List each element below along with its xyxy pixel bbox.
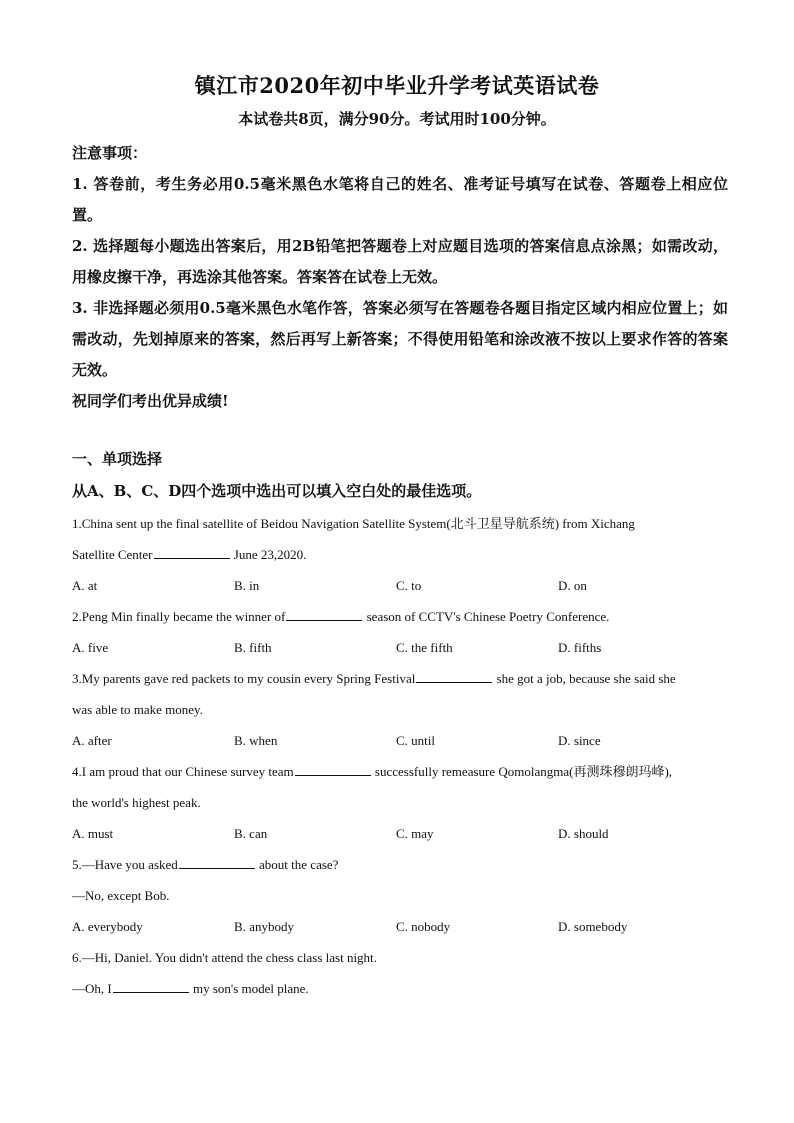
answer-blank [179,854,255,869]
answer-option: A. five [72,640,109,655]
question-text: 4.I am proud that our Chinese survey team [72,764,294,779]
question-text: 3.My parents gave red packets to my cousin every Spring Festival [72,671,416,686]
option-row [72,574,732,605]
question-text: —Oh, I [72,981,112,996]
question-item [72,667,732,760]
option-row [72,729,732,760]
question-item [72,605,732,667]
answer-option: C. may [396,826,434,841]
question-line [72,853,732,884]
answer-option: C. until [396,733,436,748]
question-line [72,977,732,1008]
question-line [72,667,732,698]
question-line [72,946,732,977]
page-subtitle: 本试卷共8页，满分90分。考试用时100分钟。 [238,110,556,128]
question-text: 5.—Have you asked [72,857,178,872]
answer-option: A. at [72,578,98,593]
answer-option: A. after [72,733,112,748]
question-line [72,884,732,915]
answer-option: D. somebody [558,919,628,934]
question-item [72,512,732,605]
question-text: was able to make money. [72,702,203,717]
question-line [72,543,732,574]
note-item: 2. 选择题每小题选出答案后，用2B铅笔把答题卷上对应题目选项的答案信息点涂黑；如需改动，用橡皮擦干净，再选涂其他答案。答案答在试卷上无效。 [72,237,728,286]
answer-option: B. can [234,826,268,841]
question-line [72,512,732,543]
answer-option: C. to [396,578,422,593]
question-list [72,512,732,1008]
answer-option: D. since [558,733,601,748]
option-row [72,822,732,853]
note-item: 3. 非选择题必须用0.5毫米黑色水笔作答，答案必须写在答题卷各题目指定区域内相应位置上；如需改动，先划掉原来的答案，然后再写上新答案；不得使用铅笔和涂改液不按以上要求作答的答案无效。 [72,299,728,379]
answer-option: D. fifths [558,640,602,655]
notes-heading: 注意事项： [72,144,148,162]
answer-option: A. must [72,826,114,841]
option-row [72,636,732,667]
question-text: the world's highest peak. [72,795,201,810]
question-text: Satellite Center [72,547,153,562]
answer-option: B. anybody [234,919,294,934]
answer-blank [295,761,371,776]
question-item [72,853,732,946]
question-text: about the case? [255,857,339,872]
answer-blank [113,978,189,993]
question-item [72,760,732,853]
answer-blank [154,544,230,559]
answer-option: B. fifth [234,640,272,655]
question-text: June 23,2020. [230,547,307,562]
question-line [72,605,732,636]
answer-option: A. everybody [72,919,143,934]
question-text: 6.—Hi, Daniel. You didn't attend the chess class last night. [72,950,377,965]
question-text: season of CCTV's Chinese Poetry Conference. [363,609,610,624]
answer-option: B. in [234,578,260,593]
answer-option: D. on [558,578,587,593]
question-line [72,760,732,791]
question-line [72,698,732,729]
page-title: 镇江市2020年初中毕业升学考试英语试卷 [194,73,600,98]
question-item [72,946,732,1008]
answer-option: B. when [234,733,278,748]
question-text: 1.China sent up the final satellite of Beidou Navigation Satellite System(北斗卫星导航系统) from Xichang [72,516,635,531]
note-item: 1. 答卷前，考生务必用0.5毫米黑色水笔将自己的姓名、准考证号填写在试卷、答题卷上相应位置。 [72,175,728,224]
section-instruction: 从A、B、C、D四个选项中选出可以填入空白处的最佳选项。 [72,482,482,500]
question-text: 2.Peng Min finally became the winner of [72,609,286,624]
option-row [72,915,732,946]
question-text: my son's model plane. [189,981,309,996]
section-title: 一、单项选择 [72,450,163,468]
question-text: she got a job, because she said she [493,671,676,686]
question-line [72,791,732,822]
answer-blank [416,668,492,683]
answer-option: C. nobody [396,919,451,934]
question-text: —No, except Bob. [72,888,170,903]
question-text: successfully remeasure Qomolangma(再测珠穆朗玛峰), [371,764,673,779]
answer-option: D. should [558,826,609,841]
answer-option: C. the fifth [396,640,453,655]
notes-section [72,138,728,417]
notes-closing: 祝同学们考出优异成绩! [72,392,229,410]
answer-blank [286,606,362,621]
